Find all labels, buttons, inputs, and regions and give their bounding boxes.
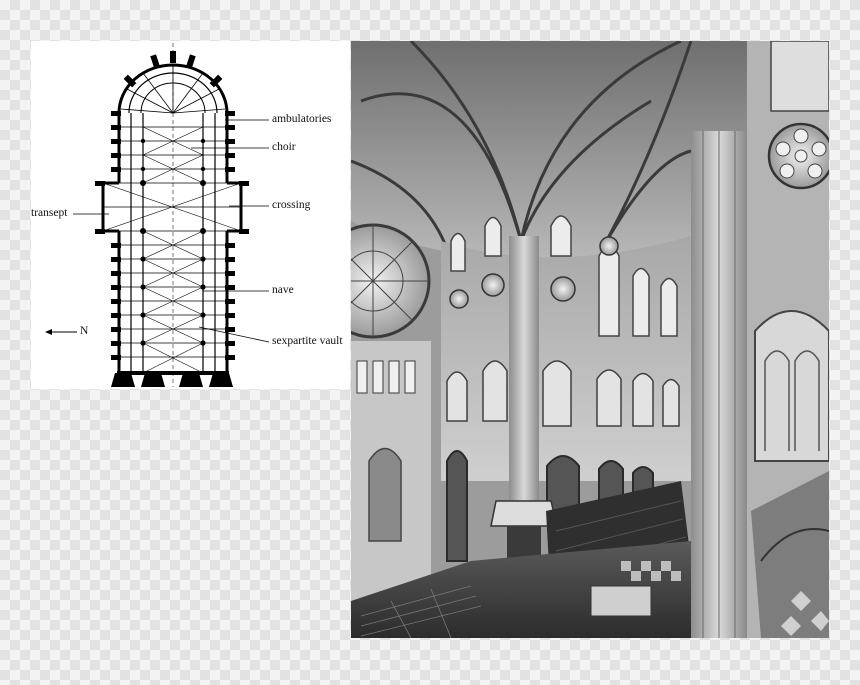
- label-transept: transept: [31, 207, 68, 219]
- label-nave: nave: [272, 284, 294, 296]
- nave-wall: [441, 236, 691, 481]
- north-arrow-icon: [45, 329, 52, 335]
- altar: [591, 586, 651, 616]
- label-north: N: [80, 325, 89, 337]
- west-facade: [111, 371, 233, 387]
- label-sexpartite-vault: sexpartite vault: [272, 335, 343, 347]
- floor-plan-panel: [31, 41, 350, 389]
- vault-ribs: [103, 127, 241, 373]
- central-pillar: [509, 236, 539, 536]
- transept-arch: [755, 311, 829, 461]
- bay-lines: [103, 127, 241, 357]
- upper-window: [771, 41, 829, 111]
- label-ambulatories: ambulatories: [272, 113, 332, 125]
- label-crossing: crossing: [272, 199, 311, 211]
- cathedral-interior-photo: [351, 41, 829, 638]
- left-chapel-arch: [369, 449, 401, 542]
- apse-radiating-ribs: [121, 65, 225, 113]
- label-choir: choir: [272, 141, 296, 153]
- cathedral-interior-illustration: [351, 41, 829, 638]
